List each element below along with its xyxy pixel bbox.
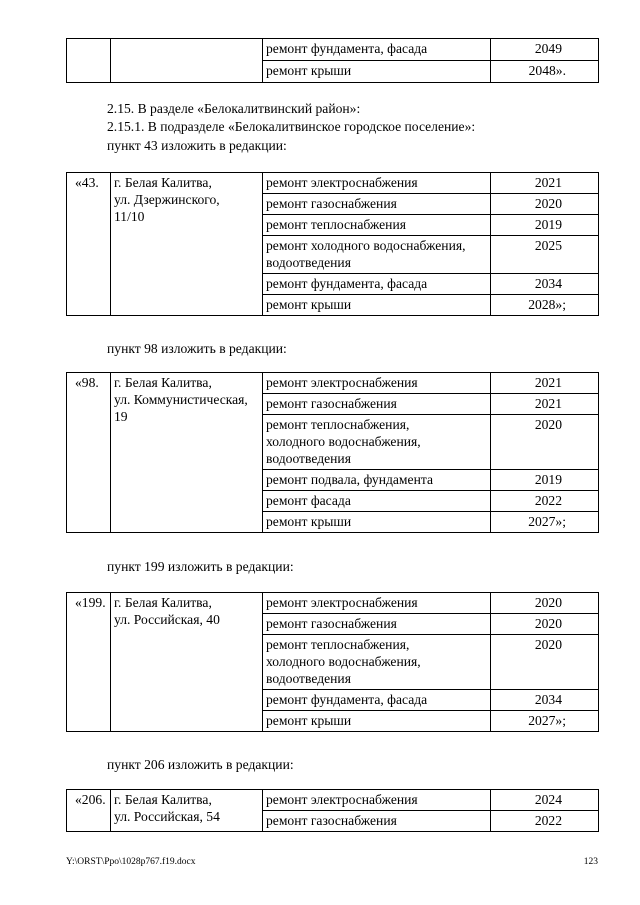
table-row xyxy=(67,173,599,194)
work-cell xyxy=(263,790,491,811)
work-line: ремонт крыши xyxy=(266,713,352,728)
work-line: ремонт электроснабжения xyxy=(266,792,418,807)
table-row xyxy=(67,790,599,811)
record-table xyxy=(66,592,599,732)
work-line: ремонт крыши xyxy=(266,514,352,529)
work-line: ремонт фундамента, фасада xyxy=(266,692,428,707)
work-cell xyxy=(263,690,491,711)
year-cell: 2024 xyxy=(491,790,599,811)
work-line: ремонт теплоснабжения, xyxy=(266,637,410,652)
work-line: ремонт газоснабжения xyxy=(266,196,397,211)
year-cell: 2022 xyxy=(491,491,599,512)
record-table xyxy=(66,789,599,832)
item-number: «206. xyxy=(67,790,111,832)
year-cell: 2022 xyxy=(491,811,599,832)
year-cell: 2027»; xyxy=(491,711,599,732)
address-line: г. Белая Калитва, xyxy=(114,595,212,610)
year-cell: 2034 xyxy=(491,274,599,295)
work-line: ремонт газоснабжения xyxy=(266,396,397,411)
year-cell: 2027»; xyxy=(491,512,599,533)
address-cell xyxy=(111,373,263,533)
year-cell: 2020 xyxy=(491,614,599,635)
address-line: ул. Дзержинского, xyxy=(114,192,220,207)
work-cell xyxy=(263,173,491,194)
address-cell xyxy=(111,790,263,832)
work-cell xyxy=(263,512,491,533)
work-cell: ремонт фундамента, фасада xyxy=(263,39,491,61)
year-cell: 2020 xyxy=(491,194,599,215)
work-cell xyxy=(263,470,491,491)
year-cell: 2019 xyxy=(491,470,599,491)
work-cell xyxy=(263,373,491,394)
work-cell xyxy=(263,811,491,832)
work-line: холодного водоснабжения, xyxy=(266,434,421,449)
work-line: ремонт газоснабжения xyxy=(266,813,397,828)
work-line: ремонт фасада xyxy=(266,493,351,508)
work-cell xyxy=(263,236,491,274)
item-intro: пункт 206 изложить в редакции: xyxy=(107,757,294,772)
year-cell: 2020 xyxy=(491,415,599,470)
item-number: «98. xyxy=(67,373,111,533)
address-line: 11/10 xyxy=(114,209,145,224)
address-line: ул. Российская, 54 xyxy=(114,809,220,824)
record-table xyxy=(66,372,599,533)
table-row xyxy=(67,373,599,394)
work-line: ремонт холодного водоснабжения, xyxy=(266,238,466,253)
top-table xyxy=(66,38,599,83)
footer-path: Y:\ORST\Ppo\1028p767.f19.docx xyxy=(66,857,196,867)
work-line: водоотведения xyxy=(266,255,351,270)
footer-page-number: 123 xyxy=(583,857,598,867)
year-cell: 2019 xyxy=(491,215,599,236)
item-intro: пункт 98 изложить в редакции: xyxy=(107,341,287,356)
table-row xyxy=(67,593,599,614)
work-cell: ремонт крыши xyxy=(263,61,491,83)
work-cell xyxy=(263,295,491,316)
work-line: ремонт электроснабжения xyxy=(266,175,418,190)
address-cell xyxy=(111,39,263,83)
address-line: г. Белая Калитва, xyxy=(114,175,212,190)
table-row xyxy=(67,39,599,61)
work-cell xyxy=(263,635,491,690)
work-line: холодного водоснабжения, xyxy=(266,654,421,669)
work-line: ремонт крыши xyxy=(266,297,352,312)
section-subheading: 2.15.1. В подразделе «Белокалитвинское городское поселение»: xyxy=(107,119,476,134)
record-table xyxy=(66,172,599,316)
num-cell xyxy=(67,39,111,83)
work-line: водоотведения xyxy=(266,671,351,686)
year-cell: 2021 xyxy=(491,373,599,394)
year-cell: 2021 xyxy=(491,394,599,415)
year-cell: 2048». xyxy=(491,61,599,83)
address-cell xyxy=(111,593,263,732)
work-cell xyxy=(263,593,491,614)
year-cell: 2025 xyxy=(491,236,599,274)
work-line: ремонт теплоснабжения xyxy=(266,217,406,232)
work-line: ремонт теплоснабжения, xyxy=(266,417,410,432)
work-cell xyxy=(263,415,491,470)
work-line: ремонт газоснабжения xyxy=(266,616,397,631)
work-cell xyxy=(263,394,491,415)
work-cell xyxy=(263,491,491,512)
year-cell: 2020 xyxy=(491,635,599,690)
work-cell xyxy=(263,711,491,732)
address-line: 19 xyxy=(114,409,128,424)
year-cell: 2021 xyxy=(491,173,599,194)
work-line: ремонт подвала, фундамента xyxy=(266,472,433,487)
year-cell: 2028»; xyxy=(491,295,599,316)
work-line: водоотведения xyxy=(266,451,351,466)
address-line: г. Белая Калитва, xyxy=(114,375,212,390)
item-number: «199. xyxy=(67,593,111,732)
address-line: ул. Коммунистическая, xyxy=(114,392,248,407)
work-line: ремонт электроснабжения xyxy=(266,375,418,390)
address-cell xyxy=(111,173,263,316)
work-cell xyxy=(263,274,491,295)
year-cell: 2049 xyxy=(491,39,599,61)
work-cell xyxy=(263,194,491,215)
work-cell xyxy=(263,215,491,236)
year-cell: 2034 xyxy=(491,690,599,711)
address-line: ул. Российская, 40 xyxy=(114,612,220,627)
year-cell: 2020 xyxy=(491,593,599,614)
item-intro: пункт 199 изложить в редакции: xyxy=(107,559,294,574)
section-heading: 2.15. В разделе «Белокалитвинский район»: xyxy=(107,101,361,116)
address-line: г. Белая Калитва, xyxy=(114,792,212,807)
work-cell xyxy=(263,614,491,635)
work-line: ремонт фундамента, фасада xyxy=(266,276,428,291)
work-line: ремонт электроснабжения xyxy=(266,595,418,610)
item-number: «43. xyxy=(67,173,111,316)
section-intro: пункт 43 изложить в редакции: xyxy=(107,138,287,153)
